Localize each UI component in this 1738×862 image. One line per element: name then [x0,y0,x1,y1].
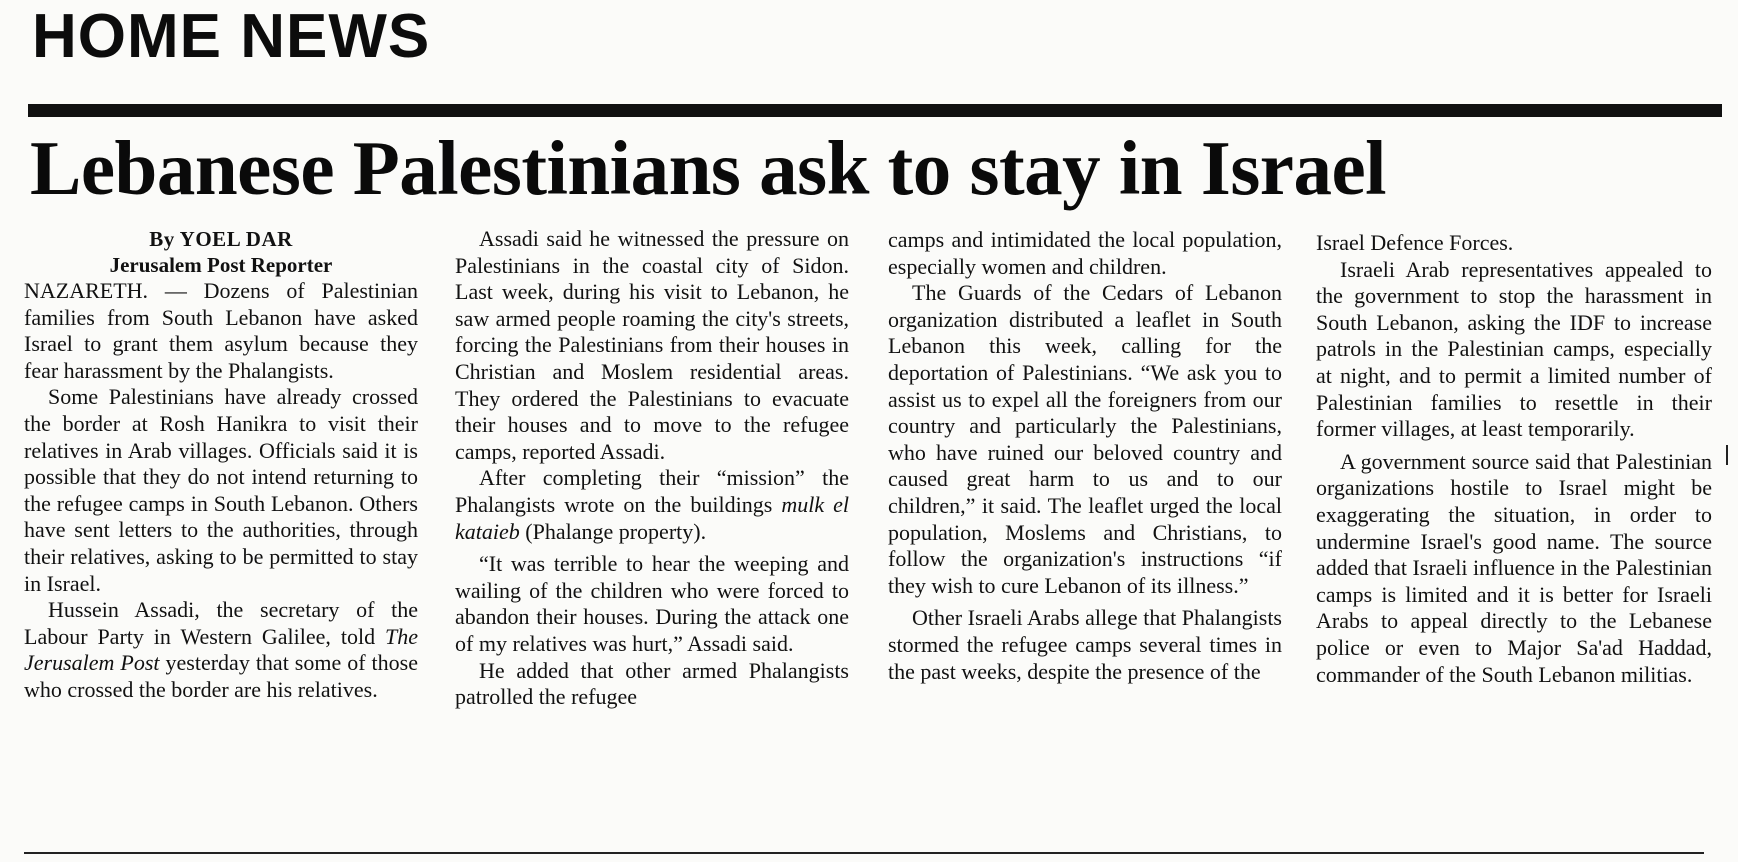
paragraph: “It was terrible to hear the weeping and wailing of the children who were forced to abandon their houses. During the attack one of my relatives was hurt,” Assadi said. [455,551,849,656]
paragraph: Hussein Assadi, the secretary of the Labour Party in Western Galilee, told The Jerusalem Post yesterday that some of those who crossed the border are his relatives. [24,597,418,702]
section-rule [28,104,1722,117]
paragraph: After completing their “mission” the Phalangists wrote on the buildings mulk el kataieb (Phalange property). [455,465,849,544]
margin-mark [1726,445,1728,465]
paragraph: A government source said that Palestinian organizations hostile to Israel might be exaggerating the situation, in order to undermine Israel's good name. The source added that Israeli influence in the Palestinian camps is limited and it is better for Israeli Arabs to appeal directly to the Lebanese police or even to Major Sa'ad Haddad, commander of the South Lebanon militias. [1316,448,1712,687]
article-column-3 [888,227,1282,685]
paragraph: Other Israeli Arabs allege that Phalangists stormed the refugee camps several times in the past weeks, despite the presence of the [888,605,1282,684]
byline-role: Jerusalem Post Reporter [109,253,333,277]
article-column-2 [455,226,849,711]
byline-name: By YOEL DAR [149,227,293,251]
paragraph: Some Palestinians have already crossed the border at Rosh Hanikra to visit their relatives in Arab villages. Officials said it is possible that they do not intend returning to the refugee camps in South Lebanon. Others have sent letters to the authorities, through their relatives, asking to be permitted to stay in Israel. [24,384,418,596]
paragraph: Israeli Arab representatives appealed to the government to stop the harassment in South Lebanon, asking the IDF to increase patrols in the Palestinian camps, especially at night, and to permit a limited number of Palestinian families to resettle in their former villages, at least temporarily. [1316,256,1712,442]
publication-name: The Jerusalem Post [24,623,418,676]
foreign-phrase: mulk el kataieb [455,491,849,544]
paragraph: Assadi said he witnessed the pressure on Palestinians in the coastal city of Sidon. Last week, during his visit to Lebanon, he saw armed people roaming the city's streets, forcing the Palestinians from their houses in Christian and Moslem residential areas. They ordered the Palestinians to evacuate their houses and to move to the refugee camps, reported Assadi. [455,226,849,464]
paragraph: The Guards of the Cedars of Lebanon organization distributed a leaflet in South Lebanon this week, calling for the deportation of Palestinians. “We ask you to assist us to expel all the foreigners from our country and particularly the Palestinians, who have ruined our beloved country and caused great harm to us and to our children,” it said. The leaflet urged the local population, Moslems and Christians, to follow the organization's instructions “if they wish to cure Lebanon of its illness.” [888,280,1282,598]
section-title: HOME NEWS [32,2,431,71]
paragraph: He added that other armed Phalangists patrolled the refugee [455,657,849,710]
paragraph: Israel Defence Forces. [1316,230,1514,255]
article-column-4 [1316,230,1712,688]
paragraph: camps and intimidated the local population, especially women and children. [888,227,1282,279]
paragraph: NAZARETH. — Dozens of Palestinian families from South Lebanon have asked Israel to grant them asylum because they fear harassment by the Phalangists. [24,278,418,383]
headline: Lebanese Palestinians ask to stay in Israel [30,125,1387,211]
bottom-rule [24,852,1704,854]
article-column-1 [24,226,418,704]
